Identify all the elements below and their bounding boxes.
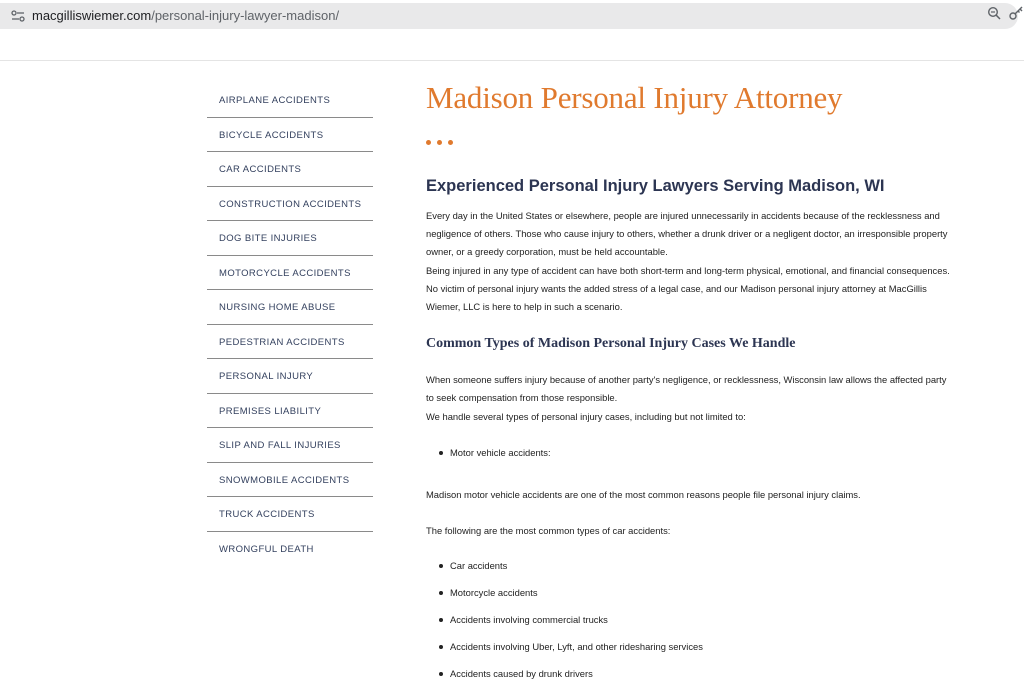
decorative-dots xyxy=(426,140,951,148)
dot xyxy=(448,140,453,145)
list-item: Motor vehicle accidents: xyxy=(426,444,951,462)
header-divider xyxy=(0,60,1024,61)
sidebar-item-bicycle-accidents[interactable]: BICYCLE ACCIDENTS xyxy=(207,118,373,153)
sub-heading: Common Types of Madison Personal Injury Cases We Handle xyxy=(426,336,796,352)
sidebar-item-construction-accidents[interactable]: CONSTRUCTION ACCIDENTS xyxy=(207,187,373,222)
dot xyxy=(426,140,431,145)
dot xyxy=(437,140,442,145)
browser-toolbar xyxy=(0,0,1024,32)
paragraph-motor-vehicle: Madison motor vehicle accidents are one of the most common reasons people file personal injury claims. xyxy=(426,488,861,500)
sidebar-item-truck-accidents[interactable]: TRUCK ACCIDENTS xyxy=(207,497,373,532)
sidebar-item-airplane-accidents[interactable]: AIRPLANE ACCIDENTS xyxy=(207,83,373,118)
intro-paragraph-1: Every day in the United States or elsewhere, people are injured unnecessarily in accidents because of the recklessness and negligence of others. Those who cause injury to others, whether a drunk driver or a negligent doctor, an irresponsible property owner, or a greedy corporation, must be held accountable. xyxy=(426,210,948,258)
case-types-list xyxy=(426,444,951,462)
sidebar-item-nursing-home-abuse[interactable]: NURSING HOME ABUSE xyxy=(207,290,373,325)
sidebar-item-pedestrian-accidents[interactable]: PEDESTRIAN ACCIDENTS xyxy=(207,325,373,360)
url-text[interactable] xyxy=(32,8,339,24)
paragraph-case-types: We handle several types of personal injury cases, including but not limited to: xyxy=(426,410,746,422)
list-item: Accidents caused by drunk drivers xyxy=(426,665,951,683)
practice-areas-sidebar xyxy=(207,83,373,566)
sidebar-item-wrongful-death[interactable]: WRONGFUL DEATH xyxy=(219,543,314,555)
page-title: Madison Personal Injury Attorney xyxy=(426,80,843,115)
paragraph-car-accident-types: The following are the most common types of car accidents: xyxy=(426,525,671,537)
sidebar-item-dog-bite-injuries[interactable]: DOG BITE INJURIES xyxy=(207,221,373,256)
list-item: Accidents involving Uber, Lyft, and other ridesharing services xyxy=(426,638,951,656)
site-info-icon[interactable] xyxy=(11,10,25,22)
zoom-icon[interactable] xyxy=(987,6,1001,20)
sidebar-item-personal-injury[interactable]: PERSONAL INJURY xyxy=(207,359,373,394)
sidebar-item-snowmobile-accidents[interactable]: SNOWMOBILE ACCIDENTS xyxy=(207,463,373,498)
url-host: macgilliswiemer.com xyxy=(32,8,152,23)
car-accident-types-list xyxy=(426,557,951,683)
section-heading: Experienced Personal Injury Lawyers Serving Madison, WI xyxy=(426,177,885,195)
sidebar-item-premises-liability[interactable]: PREMISES LIABILITY xyxy=(207,394,373,429)
sidebar-item-car-accidents[interactable]: CAR ACCIDENTS xyxy=(207,152,373,187)
sidebar-item-motorcycle-accidents[interactable]: MOTORCYCLE ACCIDENTS xyxy=(207,256,373,291)
paragraph-negligence: When someone suffers injury because of another party's negligence, or recklessness, Wisconsin law allows the affected party to seek compensation from those responsible. xyxy=(426,374,947,404)
list-item: Car accidents xyxy=(426,557,951,575)
list-item: Motorcycle accidents xyxy=(426,584,951,602)
main-content xyxy=(426,78,951,692)
list-item: Accidents involving commercial trucks xyxy=(426,611,951,629)
key-icon[interactable] xyxy=(1009,6,1023,20)
intro-paragraph-2: Being injured in any type of accident can have both short-term and long-term physical, emotional, and financial consequences. No victim of personal injury wants the added stress of a legal case, and our Madison personal injury attorney at MacGillis Wiemer, LLC is here to help in such a scenario. xyxy=(426,264,950,313)
address-bar[interactable] xyxy=(0,3,1018,29)
sidebar-item-slip-and-fall-injuries[interactable]: SLIP AND FALL INJURIES xyxy=(207,428,373,463)
url-path: /personal-injury-lawyer-madison/ xyxy=(151,8,340,23)
